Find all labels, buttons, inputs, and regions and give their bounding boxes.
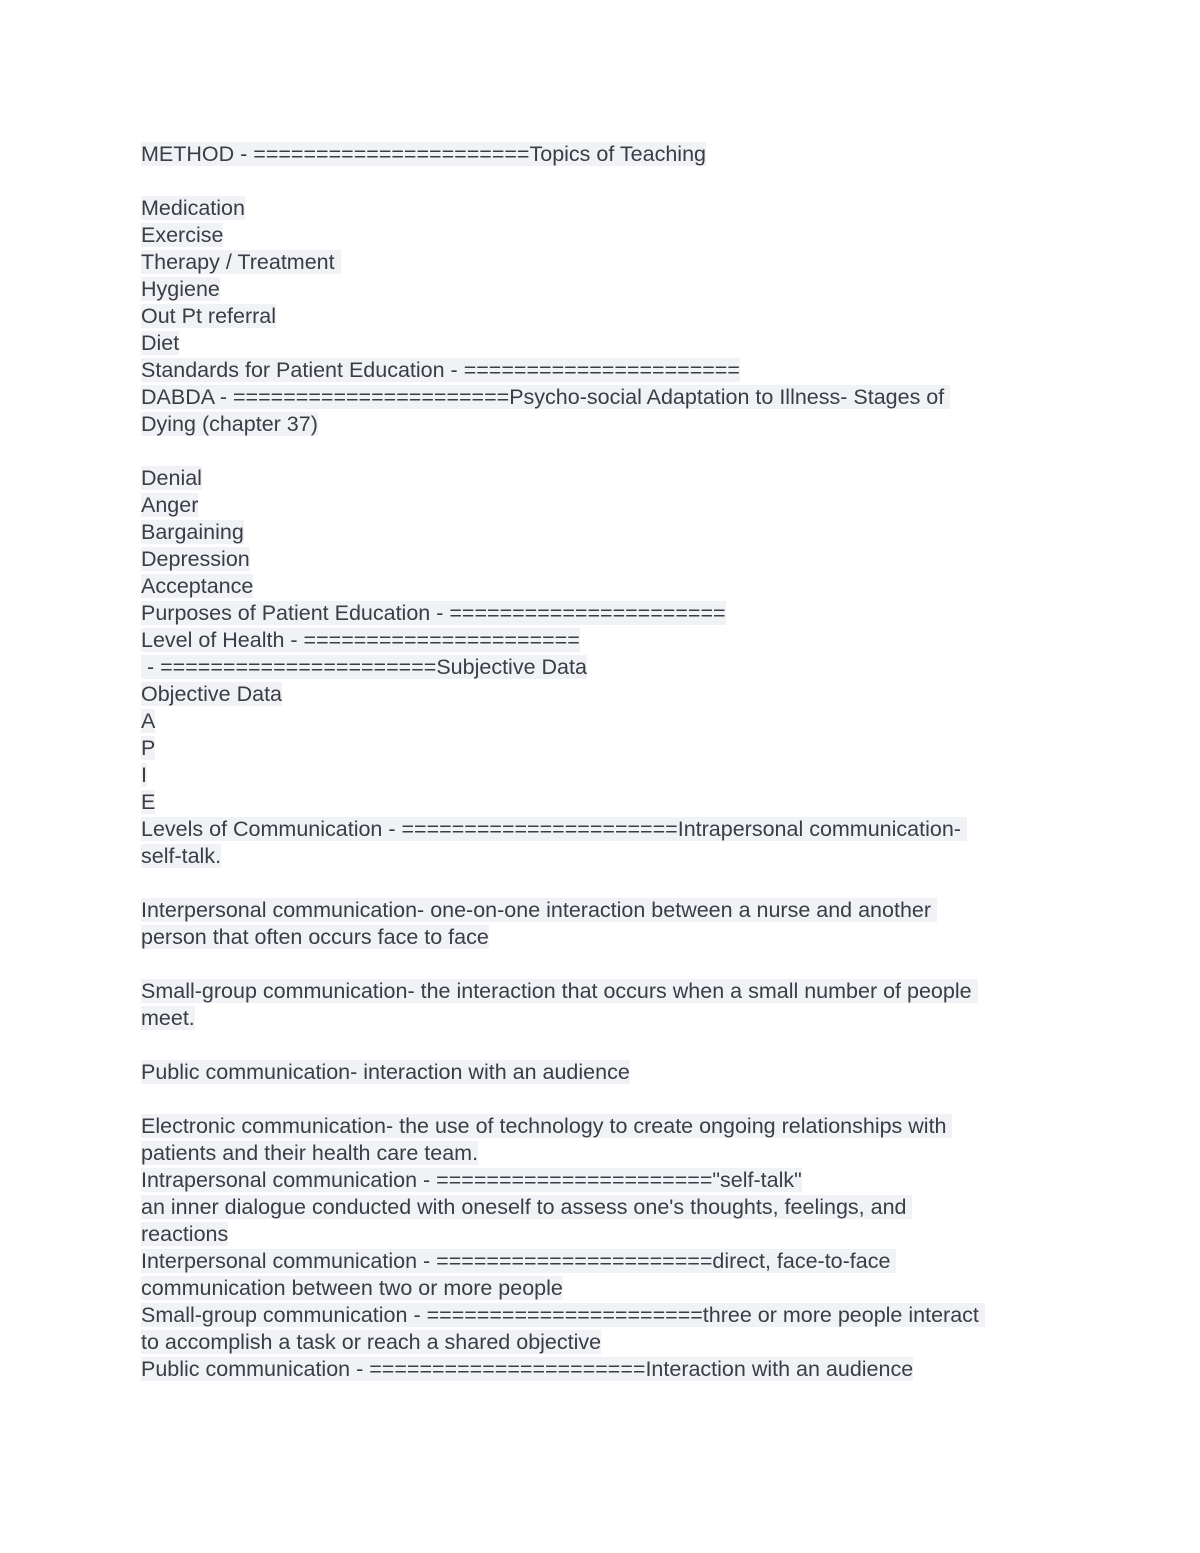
text-line-content: METHOD - ======================Topics of Teaching (141, 142, 706, 166)
text-line-content: Acceptance (141, 574, 254, 598)
text-line (141, 141, 1071, 168)
text-line (141, 735, 1071, 762)
text-line-content: DABDA - ======================Psycho-social Adaptation to Illness- Stages of (141, 385, 951, 409)
blank-line (141, 1032, 1071, 1059)
text-line (141, 1167, 1071, 1194)
text-line (141, 1113, 1071, 1140)
text-line-content: Interpersonal communication - ======================direct, face-to-face (141, 1249, 897, 1273)
blank-line (141, 1086, 1071, 1113)
text-line (141, 978, 1071, 1005)
text-line-content: Exercise (141, 223, 224, 247)
text-line-content: Levels of Communication - ======================Intrapersonal communication- (141, 817, 967, 841)
text-line-content: Anger (141, 493, 199, 517)
text-line-content: E (141, 790, 156, 814)
text-line-content: communication between two or more people (141, 1276, 563, 1300)
text-line-content: Objective Data (141, 682, 283, 706)
text-line-content: self-talk. (141, 844, 222, 868)
text-line-content: an inner dialogue conducted with oneself to assess one's thoughts, feelings, and (141, 1195, 913, 1219)
text-line (141, 762, 1071, 789)
text-line-content: Level of Health - ====================== (141, 628, 580, 652)
text-line (141, 1275, 1071, 1302)
text-line (141, 816, 1071, 843)
text-line-content: - ======================Subjective Data (141, 655, 587, 679)
text-line (141, 195, 1071, 222)
text-line-content: P (141, 736, 156, 760)
text-line (141, 330, 1071, 357)
blank-line (141, 168, 1071, 195)
text-line-content: Standards for Patient Education - ====================== (141, 358, 740, 382)
text-line-content: Depression (141, 547, 250, 571)
text-line (141, 546, 1071, 573)
text-line-content: Intrapersonal communication - ======================"self-talk" (141, 1168, 802, 1192)
text-line (141, 1059, 1071, 1086)
text-line-content: to accomplish a task or reach a shared objective (141, 1330, 602, 1354)
text-line (141, 654, 1071, 681)
text-line-content: reactions (141, 1222, 229, 1246)
text-line (141, 897, 1071, 924)
text-line-content: Medication (141, 196, 245, 220)
text-line (141, 627, 1071, 654)
text-line-content: Hygiene (141, 277, 220, 301)
text-line (141, 357, 1071, 384)
text-line (141, 222, 1071, 249)
document-body (141, 141, 1071, 1383)
text-line-content: Electronic communication- the use of technology to create ongoing relationships with (141, 1114, 953, 1138)
text-line (141, 384, 1071, 411)
text-line-content: Public communication- interaction with an audience (141, 1060, 630, 1084)
text-line (141, 1248, 1071, 1275)
text-line-content: Interpersonal communication- one-on-one interaction between a nurse and another (141, 898, 937, 922)
text-line (141, 276, 1071, 303)
blank-line (141, 438, 1071, 465)
text-line (141, 924, 1071, 951)
text-line (141, 465, 1071, 492)
text-line (141, 708, 1071, 735)
text-line (141, 1302, 1071, 1329)
text-line (141, 249, 1071, 276)
text-line (141, 573, 1071, 600)
text-line (141, 1329, 1071, 1356)
text-line-content: Small-group communication- the interaction that occurs when a small number of people (141, 979, 978, 1003)
text-line (141, 1194, 1071, 1221)
text-line (141, 303, 1071, 330)
text-line-content: A (141, 709, 156, 733)
text-line-content: Denial (141, 466, 202, 490)
text-line (141, 681, 1071, 708)
text-line-content: Purposes of Patient Education - ====================== (141, 601, 726, 625)
blank-line (141, 870, 1071, 897)
blank-line (141, 951, 1071, 978)
text-line-content: Small-group communication - ======================three or more people interact (141, 1303, 985, 1327)
text-line (141, 492, 1071, 519)
text-line (141, 1221, 1071, 1248)
text-line-content: person that often occurs face to face (141, 925, 489, 949)
text-line (141, 1356, 1071, 1383)
text-line (141, 843, 1071, 870)
text-line-content: Out Pt referral (141, 304, 277, 328)
text-line-content: Bargaining (141, 520, 244, 544)
text-line-content: Diet (141, 331, 180, 355)
text-line (141, 519, 1071, 546)
text-line (141, 1005, 1071, 1032)
text-line-content: Public communication - ======================Interaction with an audience (141, 1357, 914, 1381)
text-line-content: Therapy / Treatment (141, 250, 341, 274)
text-line-content: I (141, 763, 147, 787)
text-line-content: meet. (141, 1006, 195, 1030)
text-line (141, 1140, 1071, 1167)
text-line-content: patients and their health care team. (141, 1141, 479, 1165)
text-line-content: Dying (chapter 37) (141, 412, 318, 436)
text-line (141, 789, 1071, 816)
text-line (141, 411, 1071, 438)
text-line (141, 600, 1071, 627)
